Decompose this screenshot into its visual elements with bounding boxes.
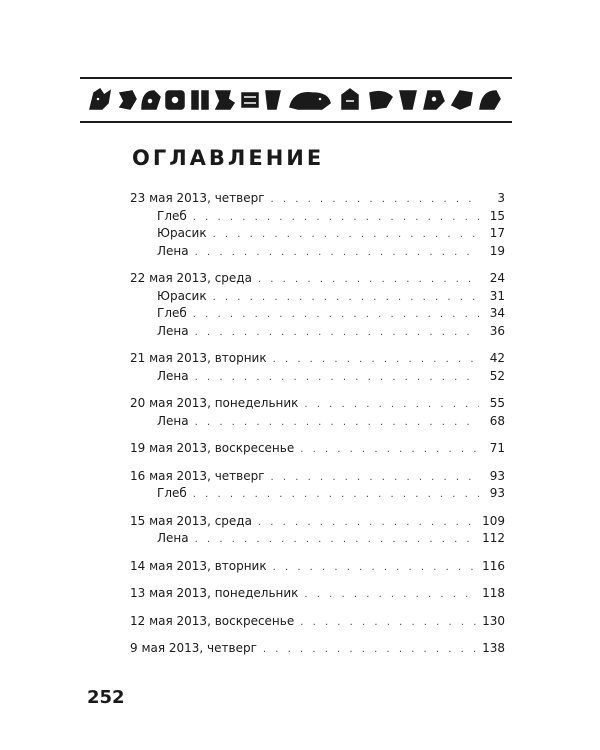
toc-entry-page: 34 [489, 306, 505, 320]
toc-entry[interactable] [130, 585, 505, 603]
dot-leader [271, 469, 479, 487]
toc-entry[interactable] [130, 270, 505, 288]
dot-leader [193, 486, 479, 504]
toc-entry-label: 14 мая 2013, вторник [130, 558, 267, 573]
toc-entry-page: 19 [489, 243, 505, 258]
dot-leader [195, 414, 479, 432]
toc-entry-page: 118 [482, 586, 505, 600]
toc-entry-page: 36 [489, 323, 505, 338]
toc-entry-label: Лена [157, 413, 189, 428]
toc-entry-page: 55 [489, 396, 505, 410]
toc-entry-page: 17 [489, 226, 505, 240]
dot-leader [258, 514, 476, 532]
dot-leader [304, 586, 476, 604]
toc-entry-label: Лена [157, 243, 189, 258]
toc-entry-label: Юрасик [157, 226, 207, 240]
dot-leader [195, 369, 479, 387]
toc-entry-label: 19 мая 2013, воскресенье [130, 441, 295, 455]
toc-entry-page: 52 [489, 368, 505, 383]
dot-leader [193, 209, 479, 227]
toc-entry-label: 9 мая 2013, четверг [130, 641, 257, 655]
toc-entry[interactable] [130, 640, 505, 658]
table-of-contents [130, 190, 505, 668]
toc-subentry[interactable] [130, 225, 505, 243]
toc-entry[interactable] [130, 440, 505, 458]
toc-subentry[interactable] [130, 323, 505, 341]
toc-entry-label: Лена [157, 531, 189, 545]
toc-group [130, 440, 505, 458]
dot-leader [263, 641, 476, 659]
toc-group [130, 350, 505, 385]
toc-subentry[interactable] [130, 288, 505, 306]
toc-entry-page: 3 [497, 191, 505, 205]
dot-leader [273, 559, 476, 577]
dot-leader [193, 306, 479, 324]
toc-entry-label: Глеб [157, 486, 187, 500]
dot-leader [300, 614, 476, 632]
toc-subentry[interactable] [130, 413, 505, 431]
dot-leader [195, 244, 479, 262]
toc-entry-page: 68 [489, 413, 505, 428]
toc-entry-label: Глеб [157, 208, 187, 223]
toc-entry-label: 15 мая 2013, среда [130, 513, 252, 528]
toc-entry-page: 109 [482, 513, 505, 528]
toc-subentry[interactable] [130, 530, 505, 548]
toc-entry-label: 23 мая 2013, четверг [130, 191, 265, 205]
toc-entry-label: Юрасик [157, 288, 207, 303]
toc-group [130, 513, 505, 548]
toc-entry-page: 71 [489, 441, 505, 455]
toc-entry-label: 21 мая 2013, вторник [130, 351, 267, 365]
toc-subentry[interactable] [130, 485, 505, 503]
toc-group [130, 585, 505, 603]
dot-leader [271, 191, 479, 209]
toc-group [130, 613, 505, 631]
dot-leader [258, 271, 479, 289]
toc-entry[interactable] [130, 395, 505, 413]
toc-entry-page: 116 [482, 558, 505, 573]
toc-entry[interactable] [130, 468, 505, 486]
toc-entry-label: Глеб [157, 306, 187, 320]
toc-entry-label: Лена [157, 323, 189, 338]
toc-entry-label: 22 мая 2013, среда [130, 271, 252, 285]
toc-group [130, 468, 505, 503]
dot-leader [300, 441, 479, 459]
toc-subentry[interactable] [130, 243, 505, 261]
toc-entry-page: 130 [482, 613, 505, 628]
toc-entry-page: 93 [489, 468, 505, 483]
toc-entry-label: 12 мая 2013, воскресенье [130, 613, 295, 628]
dot-leader [213, 289, 479, 307]
dot-leader [213, 226, 479, 244]
toc-group [130, 558, 505, 576]
page-number: 252 [87, 687, 125, 708]
toc-subentry[interactable] [130, 305, 505, 323]
dot-leader [195, 324, 479, 342]
toc-entry-page: 138 [482, 641, 505, 655]
toc-group [130, 640, 505, 658]
toc-group [130, 190, 505, 260]
dot-leader [304, 396, 479, 414]
toc-entry-label: 13 мая 2013, понедельник [130, 586, 299, 600]
toc-group [130, 270, 505, 340]
toc-group [130, 395, 505, 430]
toc-entry[interactable] [130, 558, 505, 576]
toc-entry-page: 31 [489, 288, 505, 303]
toc-subentry[interactable] [130, 208, 505, 226]
toc-entry-page: 112 [482, 531, 505, 545]
toc-entry[interactable] [130, 190, 505, 208]
toc-entry[interactable] [130, 613, 505, 631]
toc-entry-page: 42 [489, 351, 505, 365]
dot-leader [195, 531, 476, 549]
toc-entry-label: Лена [157, 368, 189, 383]
toc-entry-page: 15 [489, 208, 505, 223]
toc-subentry[interactable] [130, 368, 505, 386]
toc-entry-page: 93 [489, 486, 505, 500]
toc-entry-label: 16 мая 2013, четверг [130, 468, 265, 483]
dot-leader [273, 351, 479, 369]
page-title: ОГЛАВЛЕНИЕ [132, 146, 325, 170]
toc-entry-label: 20 мая 2013, понедельник [130, 396, 299, 410]
ornament-glyphs-icon [80, 79, 508, 121]
toc-entry-page: 24 [489, 271, 505, 285]
glyph-banner [80, 77, 512, 123]
toc-entry[interactable] [130, 513, 505, 531]
toc-entry[interactable] [130, 350, 505, 368]
